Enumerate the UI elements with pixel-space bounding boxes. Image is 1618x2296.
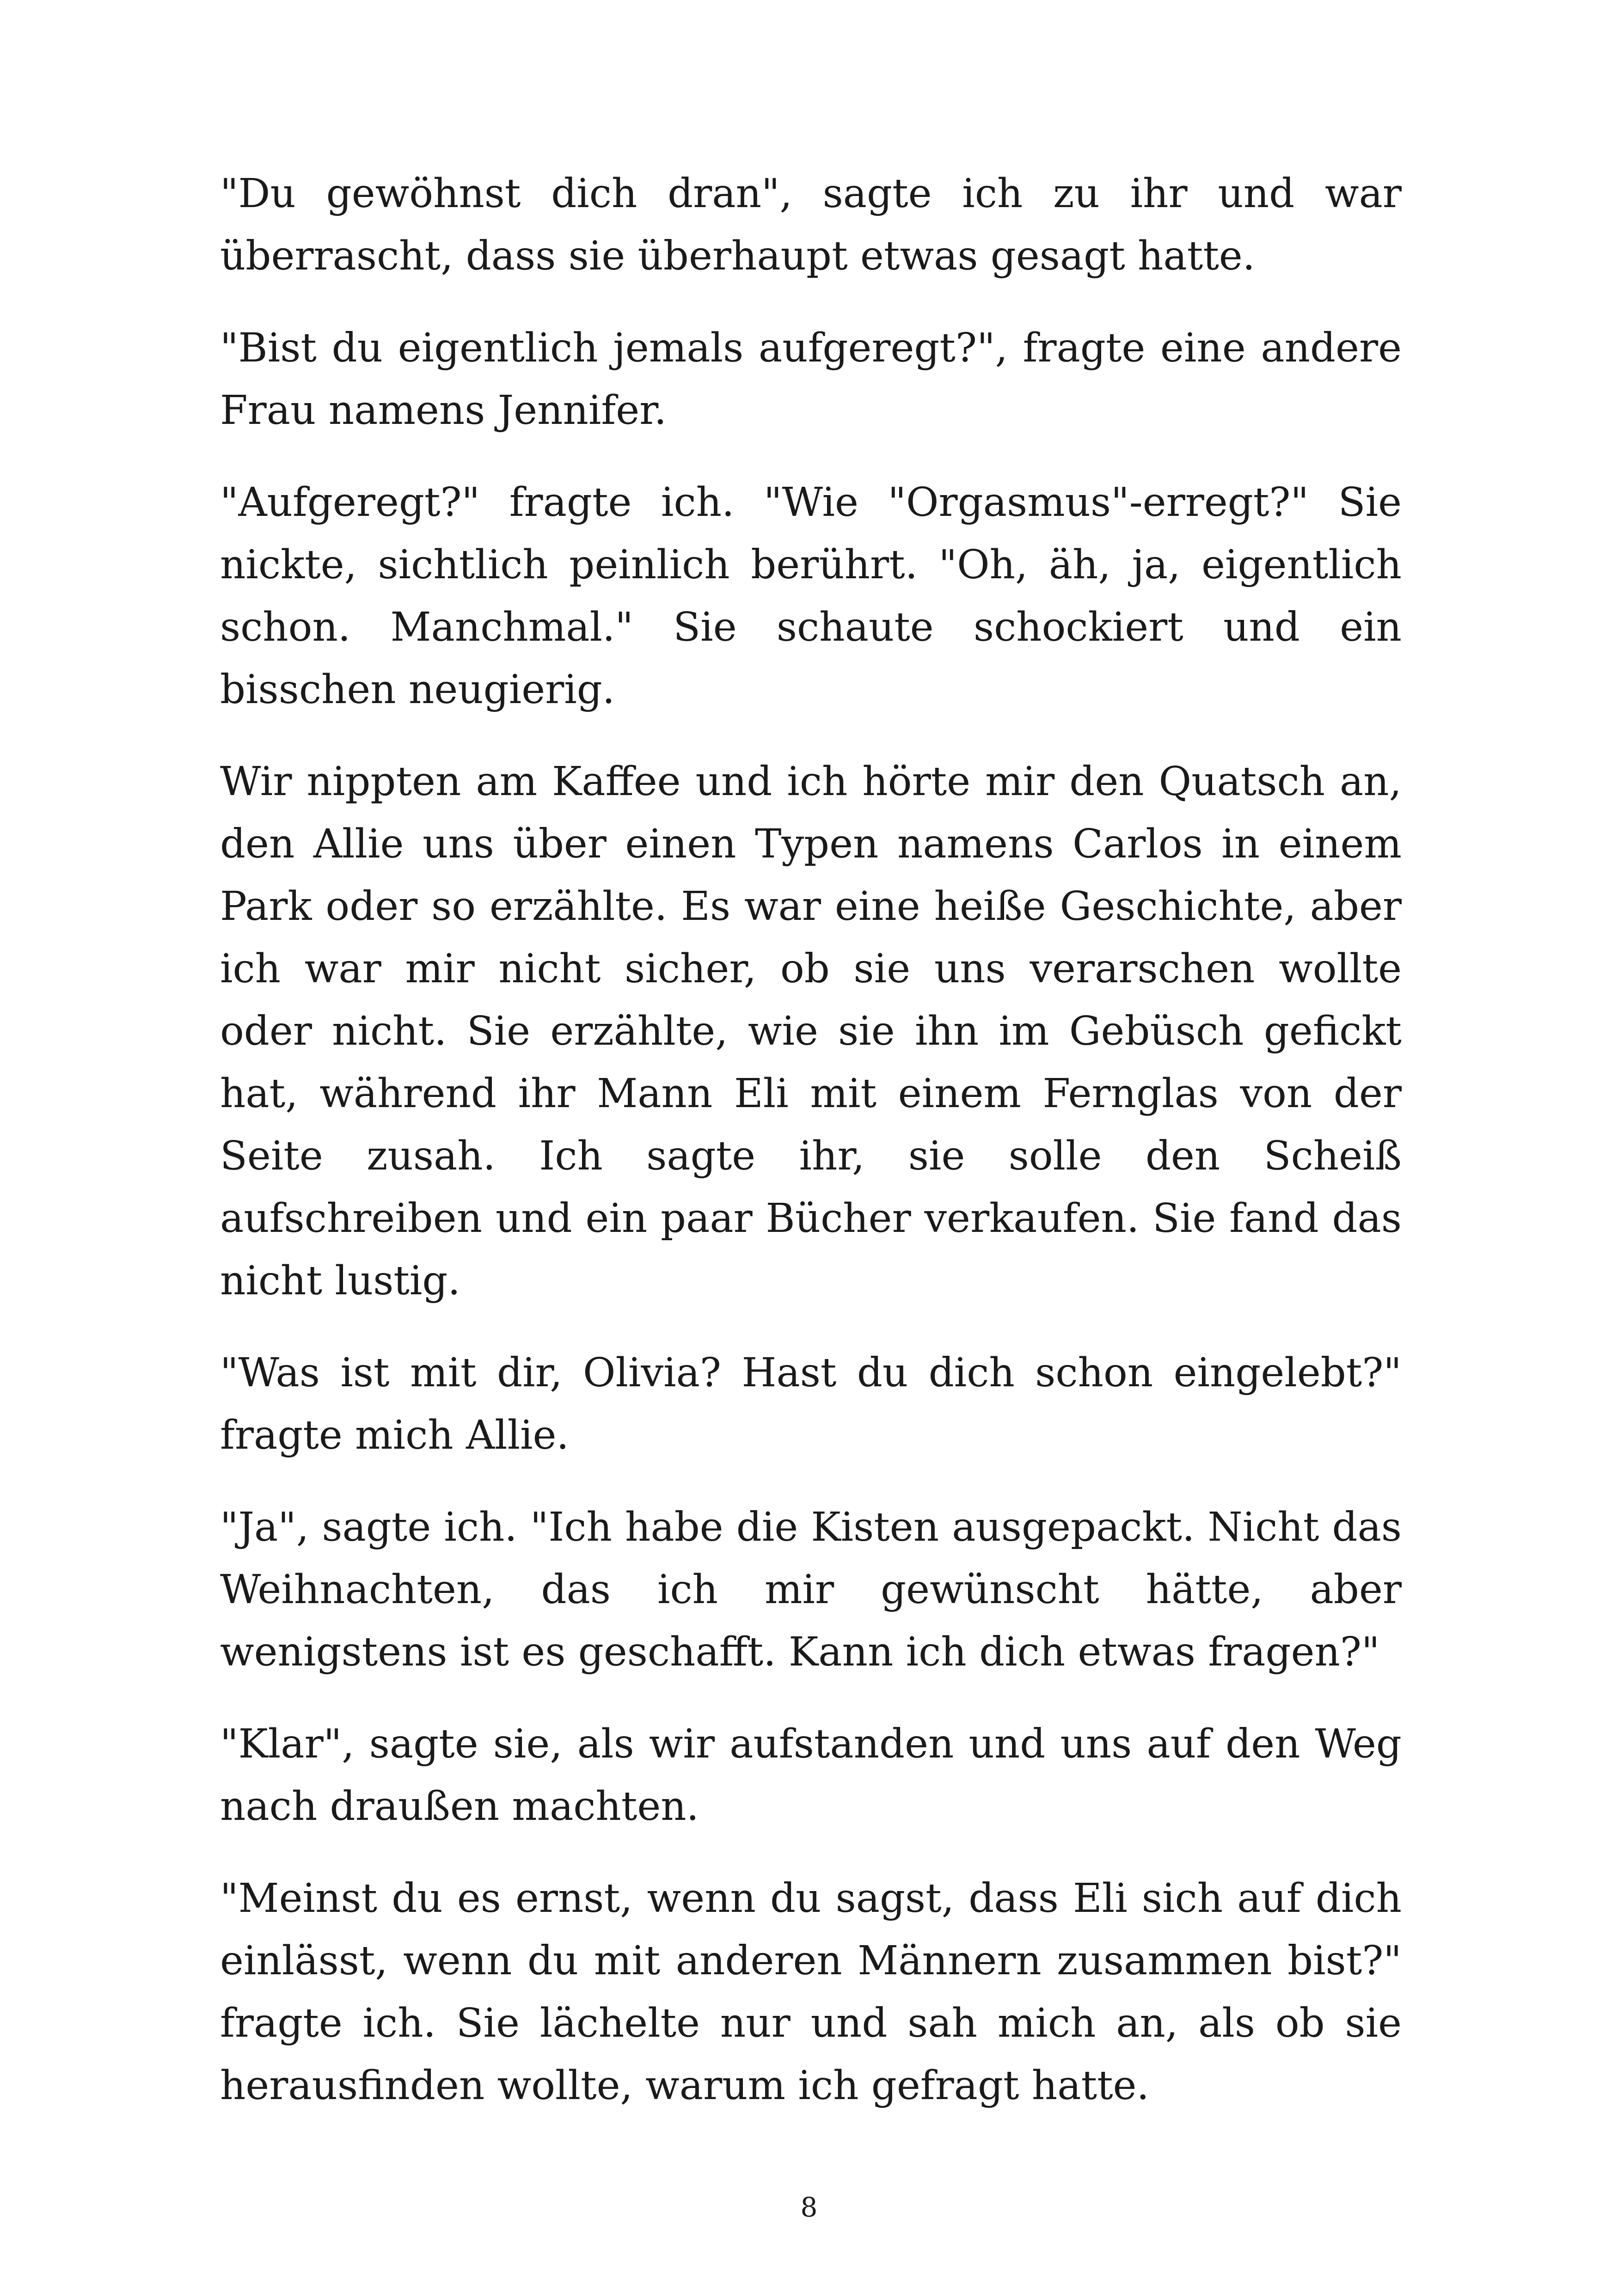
paragraph: "Meinst du es ernst, wenn du sagst, dass Eli sich auf dich einlässt, wenn du mit anderen Männern zusammen bist?" fragte ich. Sie lächelte nur und sah mich an, als ob sie herausfinden wollte, warum ich gefragt hatte. — [220, 1875, 1402, 2109]
paragraph: "Aufgeregt?" fragte ich. "Wie "Orgasmus"-erregt?" Sie nickte, sichtlich peinlich berührt. "Oh, äh, ja, eigentlich schon. Manchmal." Sie schaute schockiert und ein bisschen neugierig. — [220, 479, 1402, 713]
paragraph: Wir nippten am Kaffee und ich hörte mir den Quatsch an, den Allie uns über einen Typen namens Carlos in einem Park oder so erzählte. Es war eine heiße Geschichte, aber ich war mir nicht sicher, ob sie uns verarschen wollte oder nicht. Sie erzählte, wie sie ihn im Gebüsch gefickt hat, während ihr Mann Eli mit einem Fernglas von der Seite zusah. Ich sagte ihr, sie solle den Scheiß aufschreiben und ein paar Bücher verkaufen. Sie fand das nicht lustig. — [220, 759, 1402, 1304]
paragraph: "Was ist mit dir, Olivia? Hast du dich schon eingelebt?" fragte mich Allie. — [220, 1350, 1402, 1458]
paragraph: "Bist du eigentlich jemals aufgeregt?", fragte eine andere Frau namens Jennifer. — [220, 325, 1402, 434]
page-number: 8 — [800, 2192, 818, 2223]
body-text — [220, 163, 1402, 2147]
paragraph: "Ja", sagte ich. "Ich habe die Kisten ausgepackt. Nicht das Weihnachten, das ich mir gewünscht hätte, aber wenigstens ist es geschafft. Kann ich dich etwas fragen?" — [220, 1504, 1402, 1675]
paragraph: "Klar", sagte sie, als wir aufstanden und uns auf den Weg nach draußen machten. — [220, 1721, 1402, 1830]
paragraph: "Du gewöhnst dich dran", sagte ich zu ihr und war überrascht, dass sie überhaupt etwas gesagt hatte. — [220, 171, 1402, 279]
